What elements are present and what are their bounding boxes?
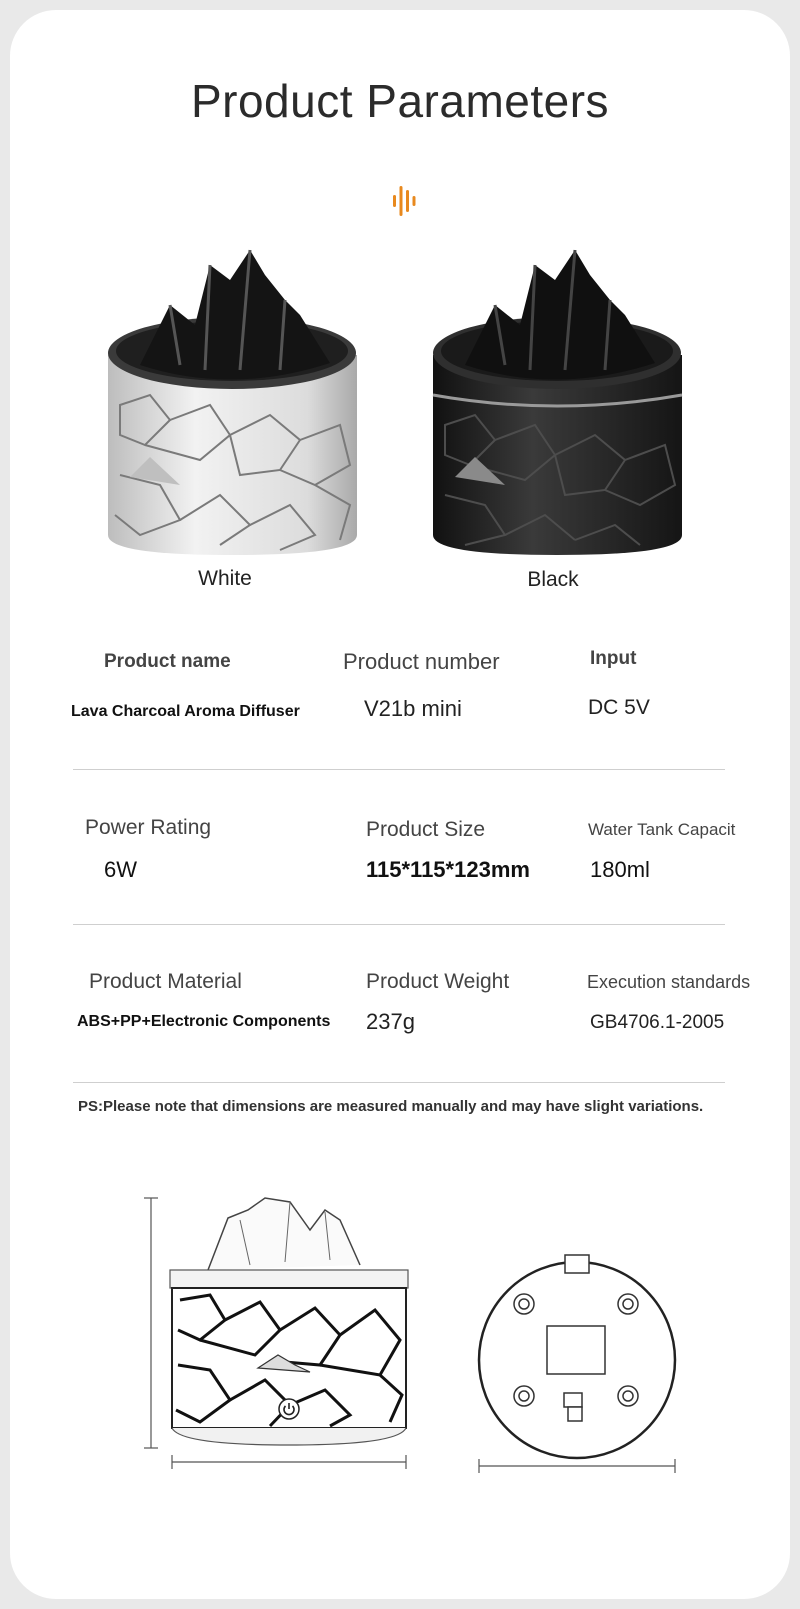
divider-1 <box>73 769 725 770</box>
product-number-label: Product number <box>343 649 500 674</box>
product-number-value: V21b mini <box>364 696 462 721</box>
weight-value: 237g <box>366 1009 415 1034</box>
standards-label: Execution standards <box>587 972 751 992</box>
bottom-view-drawing <box>470 1250 685 1480</box>
white-diffuser-image <box>100 245 365 560</box>
standards-value: GB4706.1-2005 <box>590 1012 725 1033</box>
power-rating-value: 6W <box>104 857 137 882</box>
measurement-note: PS:Please note that dimensions are measured manually and may have slight variations. <box>78 1098 704 1115</box>
material-label: Product Material <box>89 970 242 993</box>
product-size-value: 115*115*123mm <box>366 857 530 882</box>
input-value: DC 5V <box>588 696 650 719</box>
variant-label-white: White <box>198 567 252 590</box>
divider-3 <box>73 1082 725 1083</box>
water-tank-label: Water Tank Capacit <box>588 820 736 839</box>
variant-label-black: Black <box>527 568 579 591</box>
input-label: Input <box>590 648 637 669</box>
product-name-value: Lava Charcoal Aroma Diffuser <box>71 703 300 720</box>
sound-wave-icon <box>392 184 418 218</box>
power-rating-label: Power Rating <box>85 816 212 839</box>
product-size-label: Product Size <box>366 818 486 841</box>
water-tank-value: 180ml <box>590 857 650 882</box>
product-name-label: Product name <box>104 651 231 672</box>
material-value: ABS+PP+Electronic Components <box>77 1013 331 1030</box>
black-diffuser-image <box>425 245 690 560</box>
weight-label: Product Weight <box>366 970 510 993</box>
side-view-drawing <box>140 1190 420 1480</box>
divider-2 <box>73 924 725 925</box>
power-icon <box>278 1398 300 1420</box>
page-title: Product Parameters <box>190 75 610 127</box>
